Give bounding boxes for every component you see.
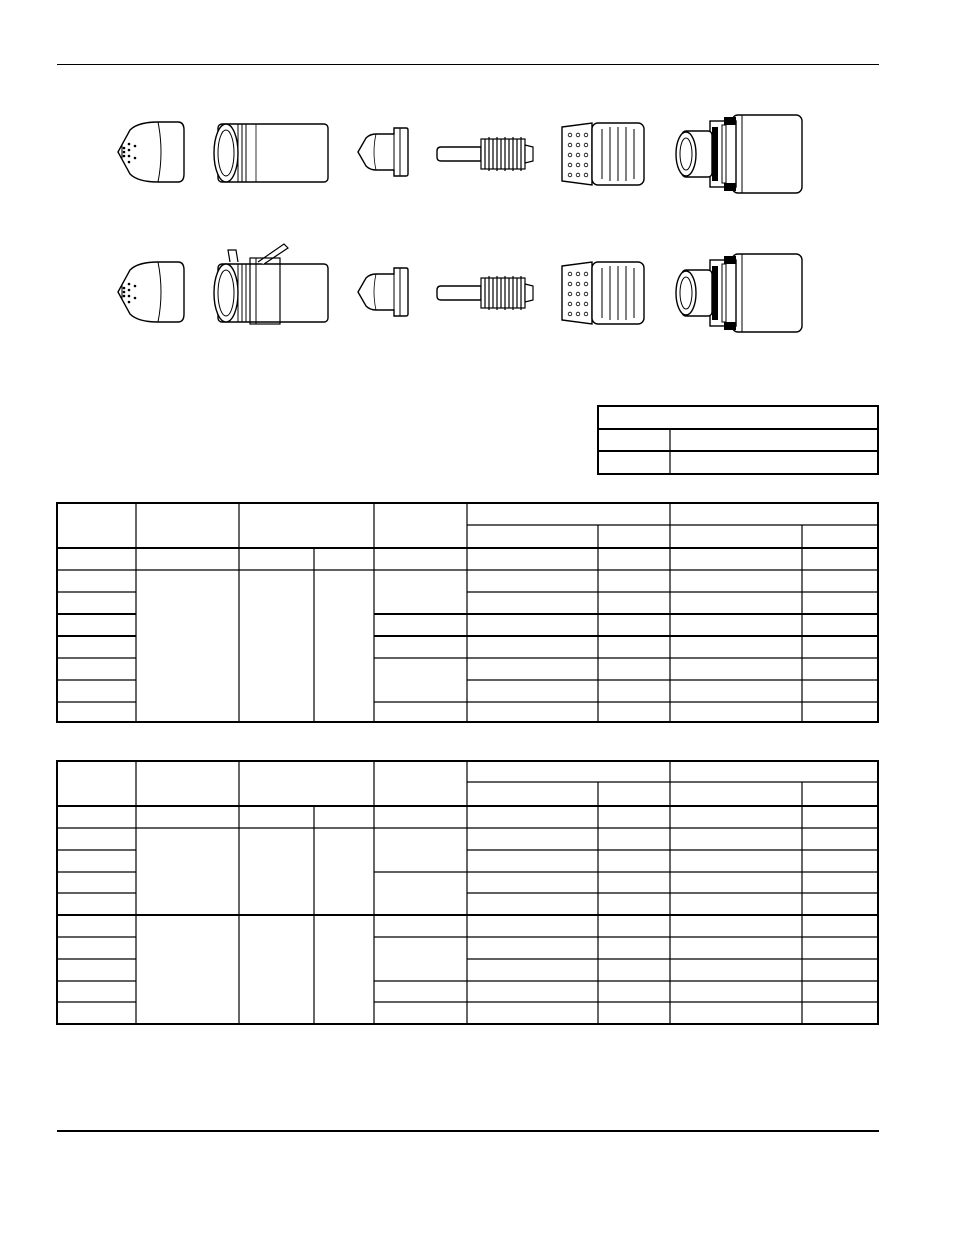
small-table: [598, 406, 878, 474]
table-2: [57, 761, 878, 1024]
table-1: [57, 503, 878, 722]
